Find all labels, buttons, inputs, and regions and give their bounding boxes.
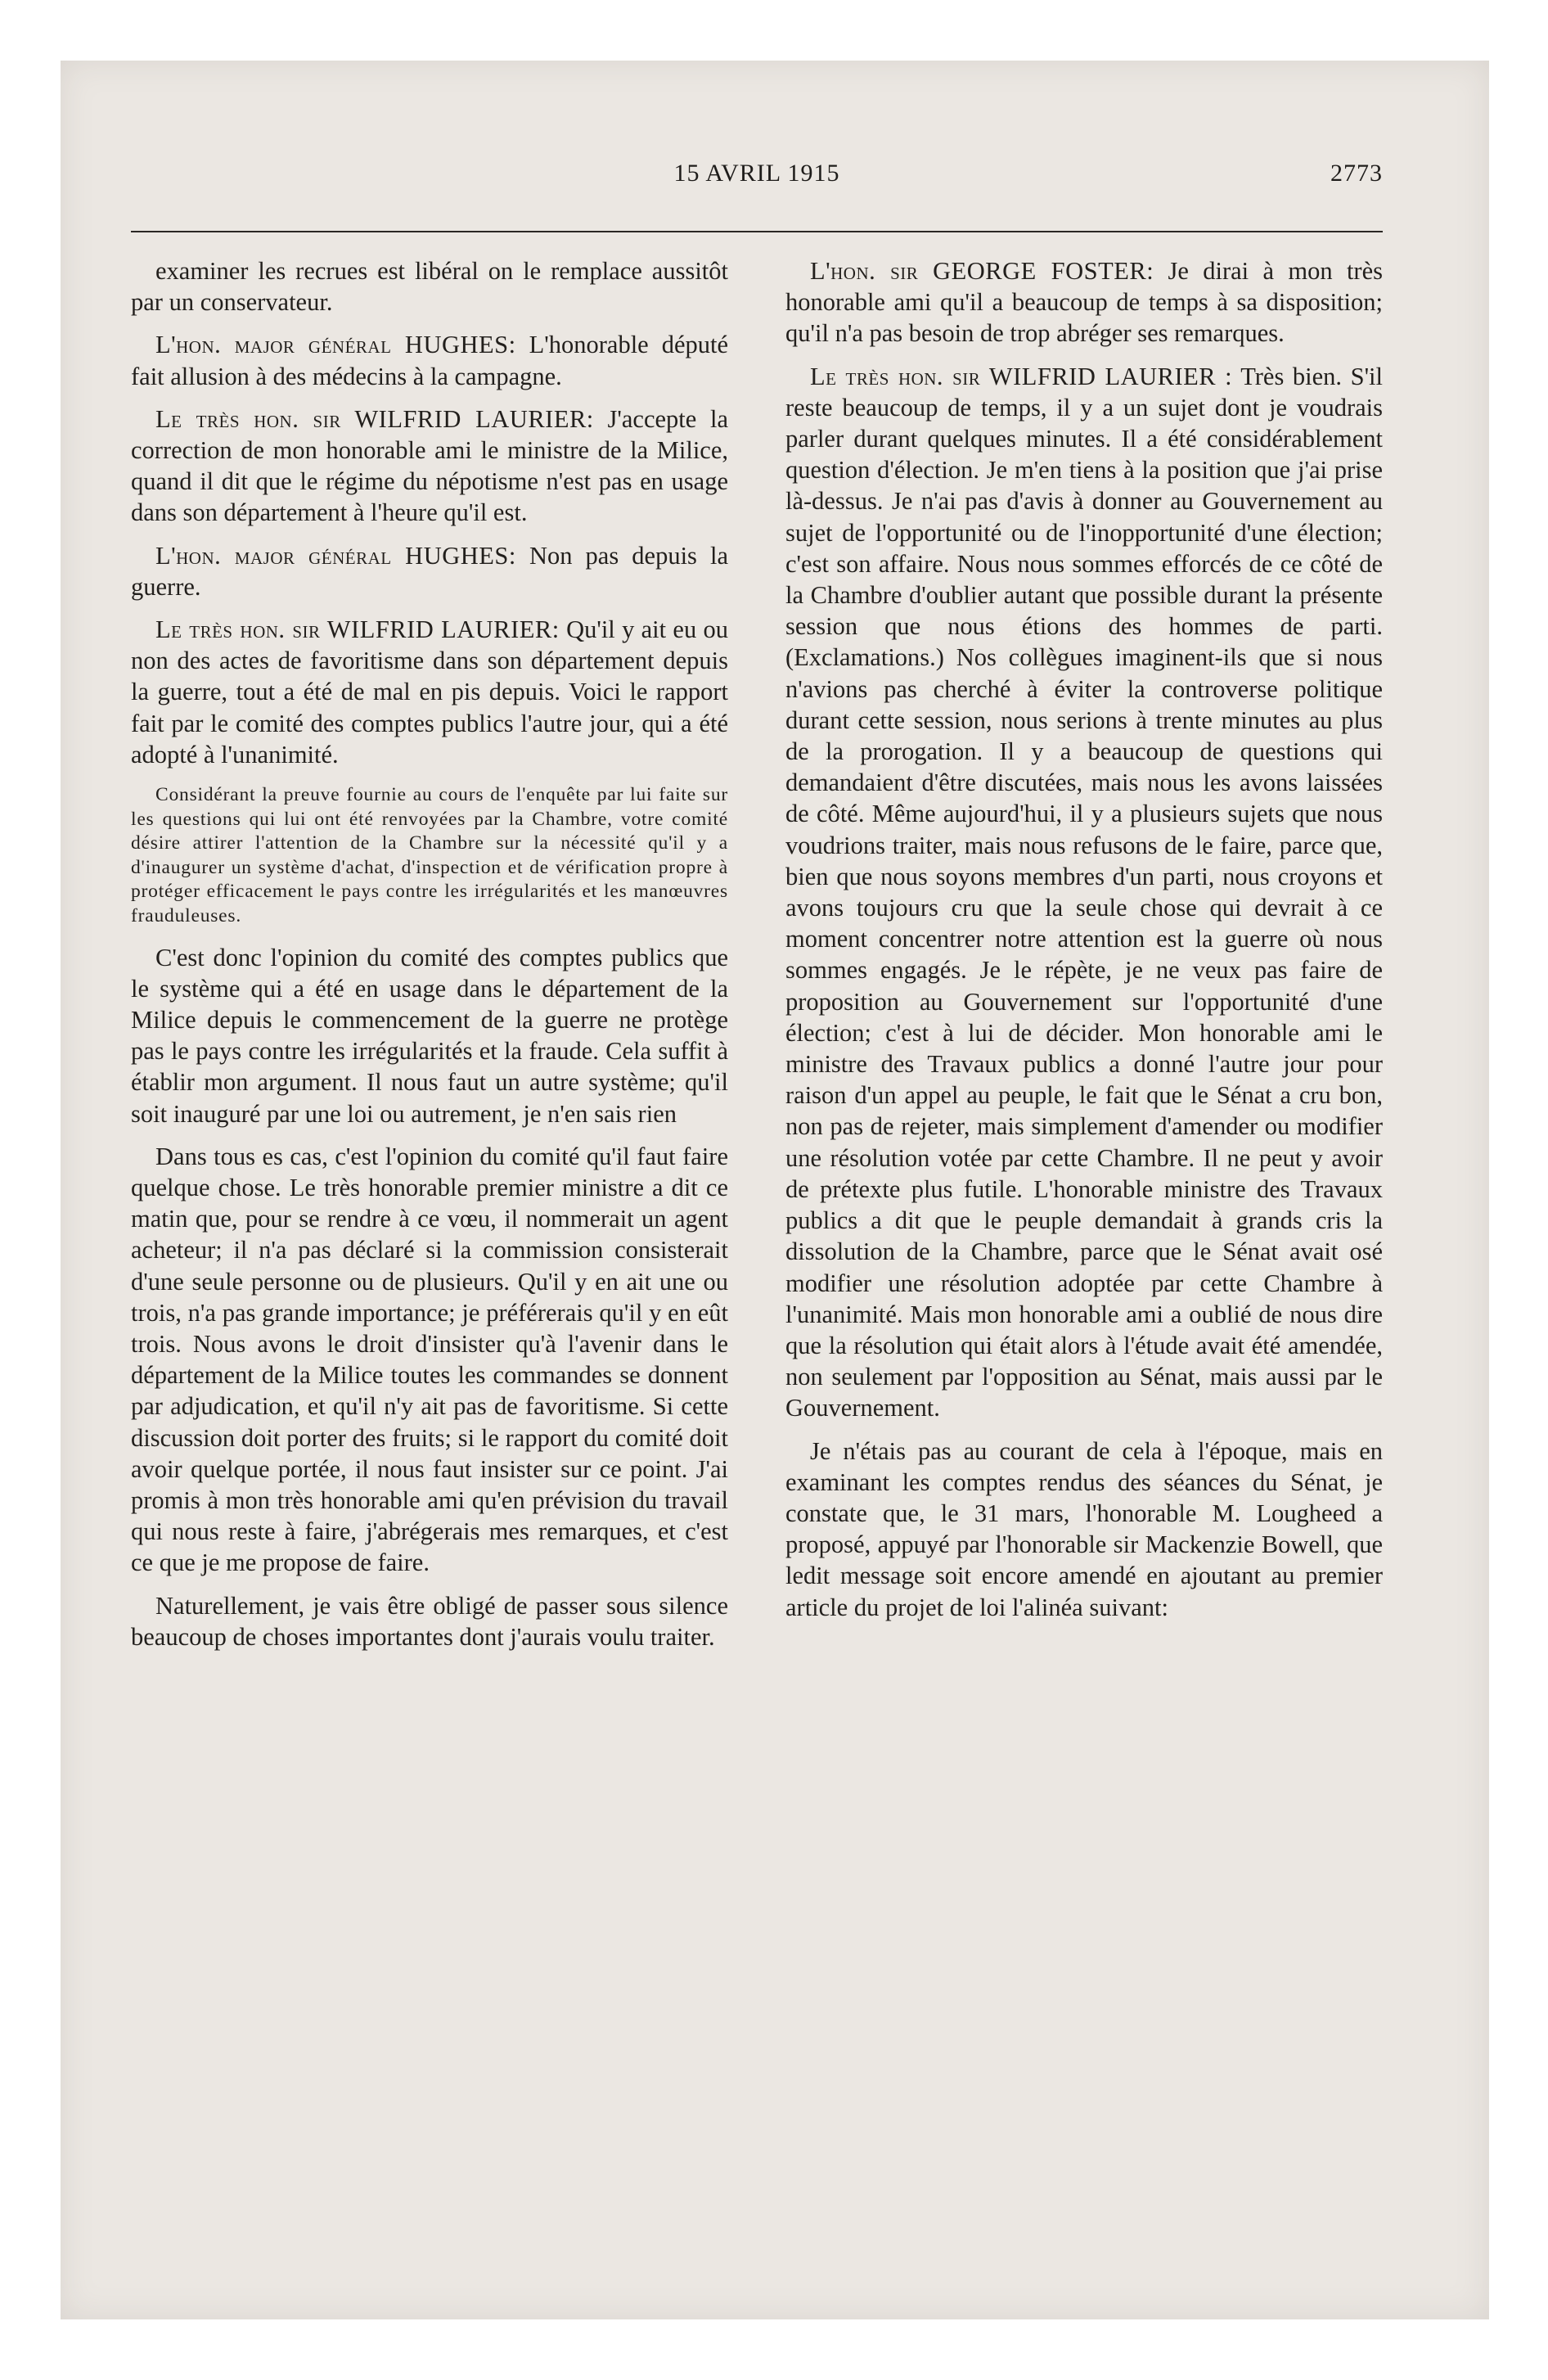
speaker-name: Le très hon. sir WILFRID LAURIER : <box>810 362 1233 390</box>
paragraph: C'est donc l'opinion du comité des comptes publics que le système qui a été en usage dans le département de la Milice depuis le commencement de la guerre ne protège pas le pays contre les irrégularités et la fraude. Cela suffit à établir mon argument. Il nous faut un autre système; qu'il soit inauguré par une loi ou autrement, je n'en sais rien <box>131 943 728 1128</box>
speech-paragraph: L'hon. major général HUGHES: L'honorable député fait allusion à des médecins à la campagne. <box>131 331 729 390</box>
left-column <box>131 255 728 1652</box>
speech-paragraph: Le très hon. sir WILFRID LAURIER : Très bien. S'il reste beaucoup de temps, il y a un sujet dont je voudrais parler durant quelques minutes. Il a été considérablement question d'élection. Je m'en tiens à la position que j'ai prise là-dessus. Je n'ai pas d'avis à donner au Gouvernement au sujet de l'opportunité ou de l'inopportunité d'une élection; c'est son affaire. Nous nous sommes efforcés de ce côté de la Chambre d'oublier autant que possible durant la présente session que nous étions des hommes de parti. (Exclamations.) Nos collègues imaginent-ils que si nous n'avions pas cherché à éviter la controverse politique durant cette session, nous serions à trente minutes au plus de la prorogation. Il y a beaucoup de questions qui demandaient d'être discutées, mais nous les avons laissées de côté. Même aujourd'hui, il y a plusieurs sujets que nous voudrions traiter, mais nous refusons de le faire, parce que, bien que nous soyons membres d'un parti, nous croyons et avons toujours cru que la seule chose qui devrait à ce moment concentrer notre attention est la guerre où nous sommes engagés. Je le répète, je ne veux pas faire de proposition au Gouvernement sur l'opportunité d'une élection; c'est à lui de décider. Mon honorable ami le ministre des Travaux publics a donné l'autre jour pour raison d'un appel au peuple, le fait que le Sénat a cru bon, non pas de rejeter, mais simplement d'amender ou modifier une résolution votée par cette Chambre. Il ne peut y avoir de prétexte plus futile. L'honorable ministre des Travaux publics a dit que le peuple demandait à grands cris la dissolution de la Chambre, parce que le Sénat avait osé modifier une résolution adoptée par cette Chambre à l'unanimité. Mais mon honorable ami a oublié de nous dire que la résolution qui était alors à l'étude avait été amendée, non seulement par l'opposition au Sénat, mais aussi par le Gouvernement. <box>785 362 1384 1422</box>
speaker-name: Le très hon. sir WILFRID LAURIER: <box>155 404 594 433</box>
speech-paragraph: L'hon. major général HUGHES: Non pas depuis la guerre. <box>131 541 729 601</box>
header-date: 15 AVRIL 1915 <box>673 160 840 187</box>
paragraph: Je n'étais pas au courant de cela à l'époque, mais en examinant les comptes rendus des séances du Sénat, je constate que, le 31 mars, l'honorable M. Lougheed a proposé, appuyé par l'honorable sir Mackenzie Bowell, que ledit message soit encore amendé en ajoutant au premier article du projet de loi l'alinéa suivant: <box>785 1436 1383 1621</box>
speaker-name: Le très hon. sir WILFRID LAURIER: <box>155 615 560 644</box>
speaker-name: L'hon. major général HUGHES: <box>155 331 516 359</box>
speaker-name: L'hon. major général HUGHES: <box>155 541 516 570</box>
quoted-report: Considérant la preuve fournie au cours de l'enquête par lui faite sur les questions qui lui ont été renvoyées par la Chambre, votre comité désire attirer l'attention de la Chambre sur la nécessité qu'il y a d'inaugurer un système d'achat, d'inspection et de vérification propre à protéger efficacement le pays contre les irrégularités et les manœuvres frauduleuses. <box>131 784 728 927</box>
speech-paragraph: Le très hon. sir WILFRID LAURIER: Qu'il y ait eu ou non des actes de favoritisme dans son département depuis la guerre, tout a été de mal en pis depuis. Voici le rapport fait par le comité des comptes publics l'autre jour, qui a été adopté à l'unanimité. <box>131 615 729 769</box>
page-number: 2773 <box>1330 160 1383 187</box>
speaker-name: L'hon. sir GEORGE FOSTER: <box>810 257 1154 285</box>
speech-paragraph: L'hon. sir GEORGE FOSTER: Je dirai à mon très honorable ami qu'il a beaucoup de temps à sa disposition; qu'il n'a pas besoin de trop abréger ses remarques. <box>785 257 1383 348</box>
page-header <box>131 160 1383 192</box>
paragraph: Dans tous es cas, c'est l'opinion du comité qu'il faut faire quelque chose. Le très honorable premier ministre a dit ce matin que, pour se rendre à ce vœu, il nommerait un agent acheteur; il n'a pas déclaré si la commission consisterait d'une seule personne ou de plusieurs. Qu'il y en ait une ou trois, n'a pas grande importance; je préférerais qu'il y en eût trois. Nous avons le droit d'insister qu'à l'avenir dans le département de la Milice toutes les commandes se donnent par adjudication, et qu'il n'y ait pas de favoritisme. Si cette discussion doit porter des fruits; si le rapport du comité doit avoir quelque portée, il nous faut insister sur ce point. J'ai promis à mon très honorable ami qu'en prévision du travail qui nous reste à faire, j'abrégerais mes remarques, et c'est ce que je me propose de faire. <box>131 1142 728 1577</box>
right-column <box>785 255 1383 1623</box>
speech-paragraph: Le très hon. sir WILFRID LAURIER: J'accepte la correction de mon honorable ami le ministre de la Milice, quand il dit que le régime du népotisme n'est pas en usage dans son département à l'heure qu'il est. <box>131 404 729 527</box>
paragraph: examiner les recrues est libéral on le remplace aussitôt par un conservateur. <box>131 257 728 317</box>
header-rule <box>131 231 1383 232</box>
paragraph: Naturellement, je vais être obligé de passer sous silence beaucoup de choses importantes dont j'aurais voulu traiter. <box>131 1591 728 1651</box>
